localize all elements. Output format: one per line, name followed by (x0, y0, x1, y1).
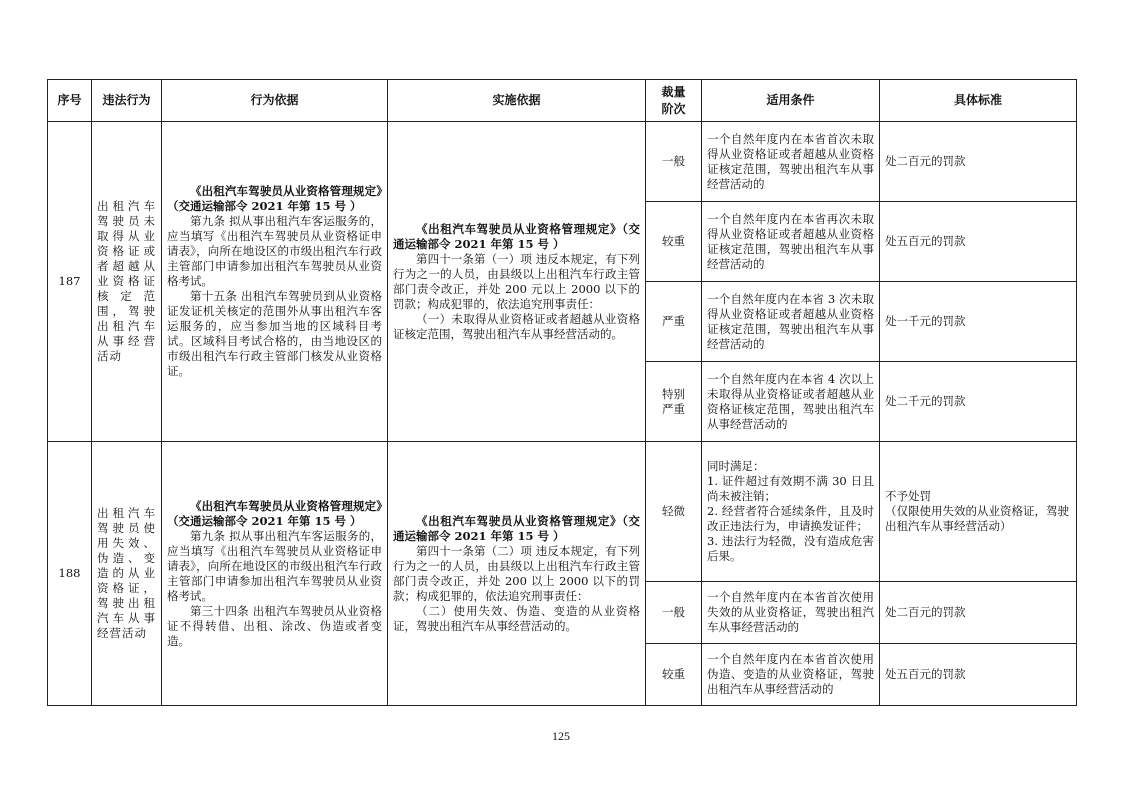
condition-cell: 一个自然年度内在本省首次使用伪造、变造的从业资格证，驾驶出租汽车从事经营活动的 (702, 644, 880, 706)
impl-article: 第四十一条第（二）项 违反本规定，有下列行为之一的人员，由县级以上出租汽车行政主管部门责令改正，并处 200 以上 2000 以下的罚款；构成犯罪的，依法追究刑事责任： (393, 543, 640, 603)
standard-cell: 处五百元的罚款 (880, 202, 1077, 282)
impl-clause: （二）使用失效、伪造、变造的从业资格证，驾驶出租汽车从事经营活动的。 (393, 603, 640, 633)
standard-cell: 处二百元的罚款 (880, 582, 1077, 644)
impl-clause: （一）未取得从业资格证或者超越从业资格证核定范围，驾驶出租汽车从事经营活动的。 (393, 311, 640, 341)
level-cell: 较重 (646, 202, 702, 282)
header-discretion-level: 裁量阶次 (646, 80, 702, 122)
impl-title: 《出租汽车驾驶员从业资格管理规定》（交通运输部令 2021 年第 15 号 ） (393, 513, 640, 543)
seq-cell: 187 (48, 122, 92, 442)
standard-cell: 处五百元的罚款 (880, 644, 1077, 706)
standard-cell: 处二百元的罚款 (880, 122, 1077, 202)
behavior-basis-cell (162, 122, 388, 442)
level-cell: 一般 (646, 582, 702, 644)
level-cell: 轻微 (646, 442, 702, 582)
standard-note: （仅限使用失效的从业资格证，驾驶出租汽车从事经营活动） (885, 504, 1069, 533)
basis-article: 第三十四条 出租汽车驾驶员从业资格证不得转借、出租、涂改、伪造或者变造。 (167, 603, 382, 648)
header-seq: 序号 (48, 80, 92, 122)
standard-cell (880, 442, 1077, 582)
condition-cell: 一个自然年度内在本省首次未取得从业资格证或者超越从业资格证核定范围，驾驶出租汽车从事经营活动的 (702, 122, 880, 202)
impl-title: 《出租汽车驾驶员从业资格管理规定》（交通运输部令 2021 年第 15 号 ） (393, 221, 640, 251)
violation-cell: 出租汽车驾驶员未取得从业资格证或者超越从业资格证核定范围，驾驶出租汽车从事经营活动 (92, 122, 162, 442)
standard-line: 不予处罚 (885, 489, 931, 503)
basis-title: 《出租汽车驾驶员从业资格管理规定》（交通运输部令 2021 年第 15 号 ） (167, 184, 382, 213)
header-behavior-basis: 行为依据 (162, 80, 388, 122)
basis-article: 第九条 拟从事出租汽车客运服务的，应当填写《出租汽车驾驶员从业资格证申请表》，向所在地设区的市级出租汽车行政主管部门申请参加出租汽车驾驶员从业资格考试。 (167, 214, 382, 288)
level-cell: 一般 (646, 122, 702, 202)
level-cell: 特别严重 (646, 362, 702, 442)
condition-line: 同时满足： (707, 459, 765, 473)
regulation-table (47, 79, 1077, 706)
header-row (48, 80, 1077, 122)
condition-cell: 一个自然年度内在本省 4 次以上未取得从业资格证或者超越从业资格证核定范围，驾驶出租汽车从事经营活动的 (702, 362, 880, 442)
table-row (48, 442, 1077, 582)
behavior-basis-cell (162, 442, 388, 706)
header-conditions: 适用条件 (702, 80, 880, 122)
basis-article: 第九条 拟从事出租汽车客运服务的，应当填写《出租汽车驾驶员从业资格证申请表》，向所在地设区的市级出租汽车行政主管部门申请参加出租汽车驾驶员从业资格考试。 (167, 528, 382, 603)
page-number: 125 (552, 729, 570, 743)
implementation-basis-cell (388, 442, 646, 706)
violation-cell: 出租汽车驾驶员使用失效、伪造、变造的从业资格证，驾驶出租汽车从事经营活动 (92, 442, 162, 706)
level-cell: 较重 (646, 644, 702, 706)
condition-line: 1. 证件超过有效期不满 30 日且尚未被注销； (707, 474, 874, 503)
impl-article: 第四十一条第（一）项 违反本规定，有下列行为之一的人员，由县级以上出租汽车行政主管部门责令改正，并处 200 元以上 2000 以下的罚款；构成犯罪的，依法追究刑事责任： (393, 251, 640, 311)
condition-line: 2. 经营者符合延续条件，且及时改正违法行为，申请换发证件； (707, 504, 874, 533)
basis-article: 第十五条 出租汽车驾驶员到从业资格证发证机关核定的范围外从事出租汽车客运服务的，应当参加当地的区域科目考试。区域科目考试合格的，由当地设区的市级出租汽车行政主管部门核发从业资格证。 (167, 289, 382, 378)
standard-cell: 处一千元的罚款 (880, 282, 1077, 362)
condition-cell: 一个自然年度内在本省 3 次未取得从业资格证或者超越从业资格证核定范围，驾驶出租汽车从事经营活动的 (702, 282, 880, 362)
basis-title: 《出租汽车驾驶员从业资格管理规定》（交通运输部令 2021 年第 15 号 ） (167, 498, 382, 528)
condition-cell: 一个自然年度内在本省再次未取得从业资格证或者超越从业资格证核定范围，驾驶出租汽车从事经营活动的 (702, 202, 880, 282)
standard-cell: 处二千元的罚款 (880, 362, 1077, 442)
header-implementation-basis: 实施依据 (388, 80, 646, 122)
header-standard: 具体标准 (880, 80, 1077, 122)
condition-cell (702, 442, 880, 582)
header-violation: 违法行为 (92, 80, 162, 122)
condition-line: 3. 违法行为轻微，没有造成危害后果。 (707, 534, 874, 563)
implementation-basis-cell (388, 122, 646, 442)
seq-cell: 188 (48, 442, 92, 706)
table-row (48, 122, 1077, 202)
level-cell: 严重 (646, 282, 702, 362)
condition-cell: 一个自然年度内在本省首次使用失效的从业资格证，驾驶出租汽车从事经营活动的 (702, 582, 880, 644)
